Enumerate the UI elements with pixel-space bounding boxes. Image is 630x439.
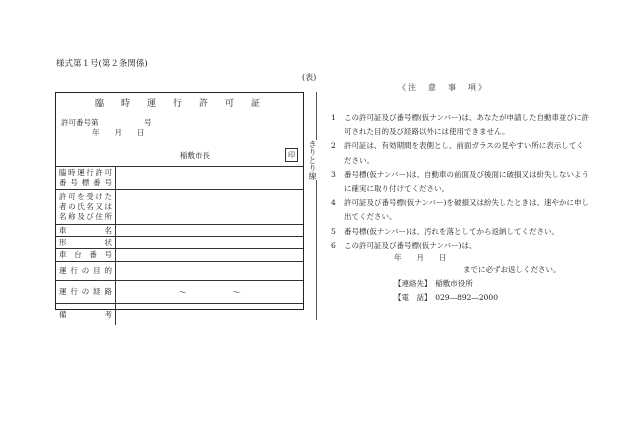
contact-value: 稲敷市役所 [435, 279, 473, 288]
permit-title: 臨 時 運 行 許 可 証 [94, 99, 264, 109]
permit-row-value [116, 281, 303, 303]
permit-row-label-line: 臨時運行許可 [59, 168, 112, 177]
note-item [327, 168, 589, 196]
note-item [327, 239, 589, 253]
permit-row-label [56, 262, 116, 280]
permit-row-label-line: 番号標番号 [59, 178, 112, 187]
permit-row-label-line: 運行の経路 [59, 287, 112, 296]
temporary-operation-permit [55, 92, 304, 319]
permit-date: 年 月 日 [92, 128, 145, 137]
form-number-label: 様式第１号(第２条関係) [56, 59, 148, 69]
permit-row-label-line: 名称及び住所 [59, 212, 112, 221]
note-item [327, 139, 589, 167]
note-number: 2 [331, 141, 336, 151]
permit-row-value [116, 304, 303, 325]
note-number: 1 [331, 113, 336, 122]
contact-block [394, 277, 498, 305]
seal-mark: 印 [285, 148, 298, 162]
mayor-name: 稲敷市長 [180, 151, 210, 160]
note-text: この許可証及び番号標(仮ナンバー)は、 [344, 240, 477, 250]
permit-row-label [56, 190, 116, 224]
permit-row-label-line: 車 台 番 号 [59, 250, 112, 259]
permit-header [56, 93, 303, 167]
permit-row-value [116, 262, 303, 280]
permit-rows [56, 167, 303, 325]
permit-row [56, 225, 303, 237]
permit-row [56, 262, 303, 281]
phone-value: 029―892―2000 [435, 293, 498, 302]
permit-row-value [116, 167, 303, 189]
permit-row-label [56, 249, 116, 261]
permit-row-label [56, 167, 116, 189]
note-item [327, 225, 589, 239]
permit-row [56, 237, 303, 249]
cut-line-label: きりとり線 [308, 140, 324, 180]
notes-list [327, 111, 589, 253]
permit-row-label [56, 281, 116, 303]
front-side-label: (表) [302, 73, 317, 82]
permit-row-label [56, 304, 116, 325]
permit-number-suffix: 号 [144, 118, 152, 127]
permit-row-value [116, 190, 303, 224]
note-text: 番号標(仮ナンバー)は、自動車の前面及び後面に破損又は紛失しないように確実に取り付けてください。 [344, 169, 589, 194]
permit-row [56, 249, 303, 262]
route-tilde: 〜 [178, 287, 187, 297]
permit-row-label [56, 225, 116, 236]
contact-label: 【連絡先】 [394, 279, 428, 288]
permit-row-label-line: 者の氏名又は [59, 202, 112, 211]
return-deadline-date: 年 月 日 [394, 253, 447, 262]
note-text: 許可証及び番号標(仮ナンバー)を破損又は紛失したときは、速やかに申し出てください。 [344, 198, 589, 222]
permit-row-label-line: 車 名 [59, 225, 112, 235]
permit-row-label [56, 237, 116, 248]
phone-label: 【電 話】 [394, 293, 428, 302]
permit-row-value [116, 237, 303, 248]
permit-row-label-line: 運行の目的 [59, 266, 112, 275]
permit-row [56, 167, 303, 190]
permit-row-label-line: 備 考 [59, 309, 112, 319]
note-number: 3 [331, 169, 336, 179]
permit-row-value [116, 249, 303, 261]
permit-row-label-line: 許可を受けた [59, 192, 112, 201]
permit-row [56, 190, 303, 225]
note-item [327, 196, 589, 224]
permit-row-value [116, 225, 303, 236]
permit-row [56, 304, 303, 325]
permit-row [56, 281, 303, 304]
permit-number-label: 許可番号第 [61, 118, 99, 127]
return-deadline-text: までに必ずお返しください。 [463, 265, 561, 274]
route-tilde: 〜 [232, 287, 241, 297]
permit-row-label-line: 形 状 [59, 237, 112, 247]
note-text: 許可証は、有効期間を表側とし、前面ガラスの見やすい所に表示してください。 [344, 141, 584, 165]
note-number: 6 [331, 240, 336, 250]
notes-title: 《注 意 事 項》 [398, 83, 488, 92]
note-item [327, 111, 589, 139]
note-number: 4 [331, 198, 336, 208]
note-text: 番号標(仮ナンバー)は、汚れを落としてから返納してください。 [344, 226, 559, 236]
cut-line [316, 92, 317, 320]
note-text: この許可証及び番号標(仮ナンバー)は、あなたが申請した自動車並びに許可された目的及び経路以外には使用できません。 [344, 113, 589, 137]
note-number: 5 [331, 226, 336, 236]
